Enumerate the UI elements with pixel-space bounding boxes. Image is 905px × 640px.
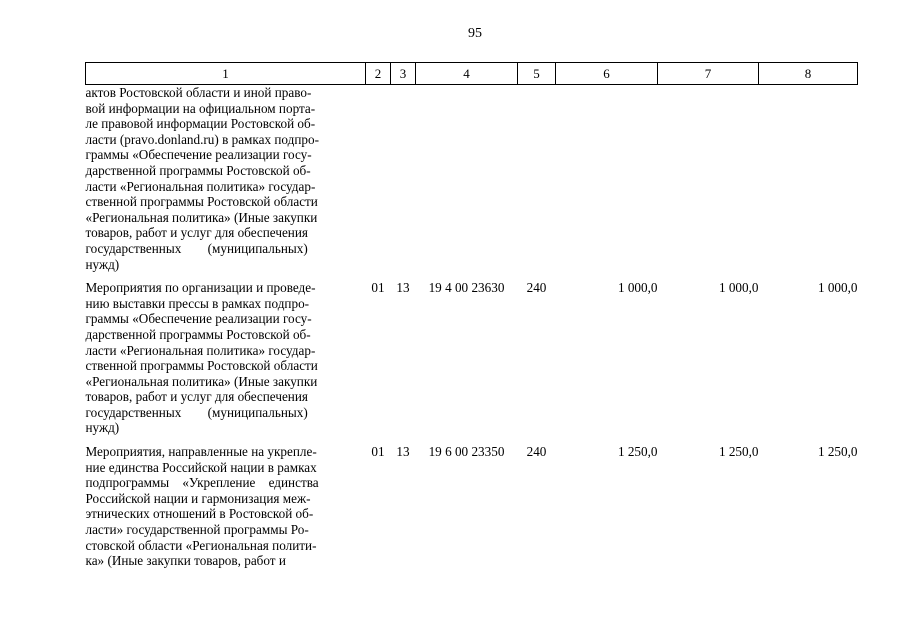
description-line: дарственной программы Ростовской об-: [85, 326, 311, 342]
amount-year-2: 1 000,0: [718, 280, 759, 296]
table-row: [86, 444, 858, 569]
description-line: ле правовой информации Ростовской об-: [85, 116, 316, 132]
header-col-8: 8: [759, 63, 858, 85]
description-line: Мероприятия по организации и проведе-: [85, 280, 316, 296]
amount-year-1: 1 000,0: [617, 280, 658, 296]
row-description: [86, 280, 366, 436]
header-col-7: 7: [658, 63, 759, 85]
amount-year-1: [556, 85, 658, 273]
description-line: этнических отношений в Ростовской об-: [85, 506, 314, 522]
description-line: подпрограммы «Укрепление единства: [85, 475, 319, 491]
description-line: ласти» государственной программы Ро-: [85, 522, 309, 538]
target-article-code: 19 6 00 23350: [428, 444, 505, 460]
description-line: ласти «Региональная политика» государ-: [85, 342, 316, 358]
amount-year-3: [759, 85, 858, 273]
section-code: 01: [371, 444, 385, 460]
header-col-3: 3: [391, 63, 416, 85]
section-code: 01: [371, 280, 385, 296]
header-col-4: 4: [416, 63, 518, 85]
subsection-code: [391, 85, 416, 273]
description-line: нию выставки прессы в рамках подпро-: [85, 295, 310, 311]
description-line: актов Ростовской области и иной право-: [85, 85, 312, 100]
table-row: [86, 85, 858, 273]
row-description: [86, 85, 366, 273]
amount-year-3: 1 000,0: [817, 280, 858, 296]
row-description: [86, 444, 366, 569]
page-number: 95: [468, 26, 482, 41]
description-line: стовской области «Региональная полити-: [85, 537, 317, 553]
description-line: «Региональная политика» (Иные закупки: [85, 209, 318, 225]
expense-type-code: 240: [526, 280, 547, 296]
subsection-code: 13: [396, 444, 410, 460]
budget-table: [85, 62, 858, 569]
target-article-code: 19 4 00 23630: [428, 280, 505, 296]
row-spacer-cell: [86, 272, 858, 280]
description-line: ласти (pravo.donland.ru) в рамках подпро-: [85, 131, 319, 147]
row-spacer: [86, 272, 858, 280]
description-line: ка» (Иные закупки товаров, работ и: [85, 553, 286, 569]
description-line: нужд): [85, 420, 120, 436]
description-line: государственных (муниципальных): [85, 404, 308, 420]
description-line: Мероприятия, направленные на укрепле-: [85, 444, 317, 460]
description-line: ние единства Российской нации в рамках: [85, 459, 317, 475]
description-line: граммы «Обеспечение реализации госу-: [85, 147, 312, 163]
header-col-1: 1: [86, 63, 366, 85]
subsection-code: 13: [396, 280, 410, 296]
description-line: «Региональная политика» (Иные закупки: [85, 373, 318, 389]
header-col-5: 5: [518, 63, 556, 85]
amount-year-3: 1 250,0: [817, 444, 858, 460]
row-spacer-cell: [86, 436, 858, 444]
description-line: Российской нации и гармонизация меж-: [85, 490, 311, 506]
description-line: нужд): [85, 256, 120, 272]
expense-type-code: [518, 85, 556, 273]
description-line: товаров, работ и услуг для обеспечения: [85, 389, 308, 405]
description-line: граммы «Обеспечение реализации госу-: [85, 311, 312, 327]
description-line: ственной программы Ростовской области: [85, 358, 318, 374]
expense-type-code: 240: [526, 444, 547, 460]
description-line: вой информации на официальном порта-: [85, 100, 316, 116]
description-line: государственных (муниципальных): [85, 240, 308, 256]
target-article-code: [416, 85, 518, 273]
description-line: ласти «Региональная политика» государ-: [85, 178, 316, 194]
description-line: ственной программы Ростовской области: [85, 194, 318, 210]
row-spacer: [86, 436, 858, 444]
header-col-6: 6: [556, 63, 658, 85]
header-col-2: 2: [366, 63, 391, 85]
table-row: [86, 280, 858, 436]
description-line: товаров, работ и услуг для обеспечения: [85, 225, 308, 241]
description-line: дарственной программы Ростовской об-: [85, 162, 311, 178]
table-header-row: [86, 63, 858, 85]
amount-year-2: [658, 85, 759, 273]
amount-year-2: 1 250,0: [718, 444, 759, 460]
section-code: [366, 85, 391, 273]
amount-year-1: 1 250,0: [617, 444, 658, 460]
table-body: [86, 85, 858, 569]
